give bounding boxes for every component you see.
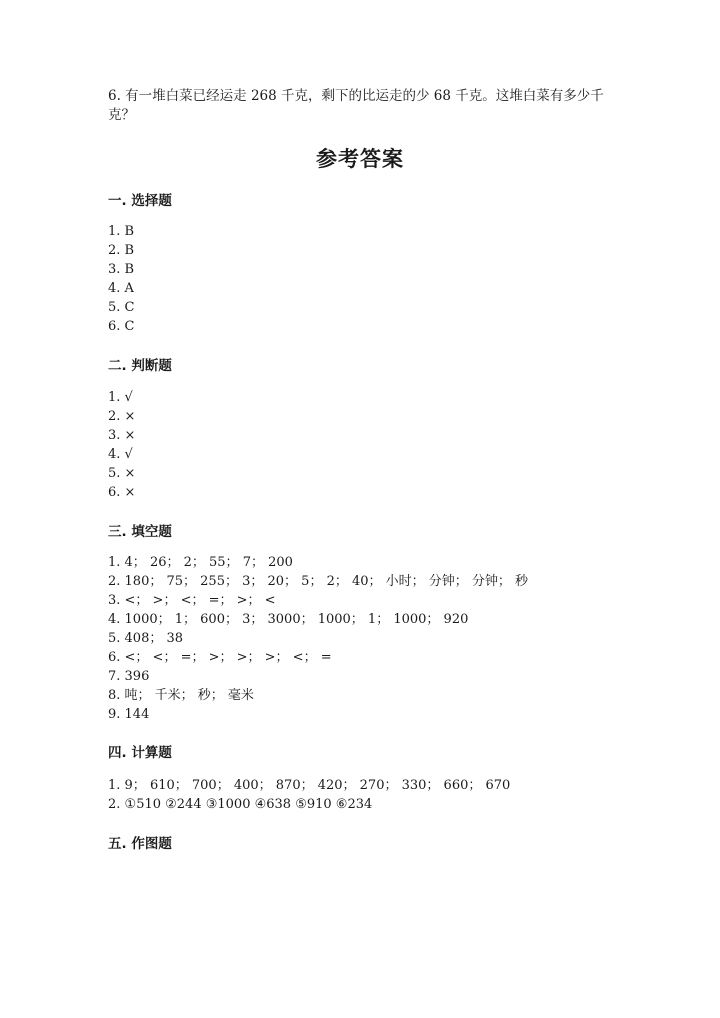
answer-item: 3. <； >； <； =； >； < (108, 593, 276, 608)
judgment-answers (108, 388, 135, 502)
answer-item: 6. × (108, 485, 136, 500)
word-problem-6: 6. 有一堆白菜已经运走 268 千克，剩下的比运走的少 68 千克。这堆白菜有多少千克？ (108, 88, 604, 123)
answer-item: 6. C (108, 319, 135, 334)
answer-item: 2. × (108, 409, 136, 424)
page-title: 参考答案 (316, 146, 404, 171)
answer-item: 4. √ (108, 447, 133, 462)
answer-item: 7. 396 (108, 669, 150, 684)
answer-item: 3. × (108, 428, 136, 443)
answer-item: 6. <； <； =； >； >； >； <； = (108, 650, 332, 665)
answer-item: 5. 408； 38 (108, 631, 184, 646)
answer-item: 1. 4； 26； 2； 55； 7； 200 (108, 555, 293, 570)
answer-item: 3. B (108, 262, 135, 277)
answer-item: 2. 180； 75； 255； 3； 20； 5； 2； 40； 小时； 分钟； 分钟； 秒 (108, 574, 529, 589)
answer-item: 4. 1000； 1； 600； 3； 3000； 1000； 1； 1000； 920 (108, 612, 469, 627)
section-heading-fill-blank: 三. 填空题 (108, 524, 172, 540)
answer-item: 5. × (108, 466, 136, 481)
calculation-answers (108, 776, 510, 814)
answer-item: 8. 吨； 千米； 秒； 毫米 (108, 688, 254, 703)
answer-item: 9. 144 (108, 707, 150, 722)
answer-item: 2. ①510 ②244 ③1000 ④638 ⑤910 ⑥234 (108, 797, 373, 812)
answer-item: 5. C (108, 300, 135, 315)
answer-item: 4. A (108, 281, 134, 296)
answer-item: 1. √ (108, 390, 133, 405)
answer-item: 1. B (108, 224, 135, 239)
section-heading-choice: 一. 选择题 (108, 193, 172, 209)
answer-item: 1. 9； 610； 700； 400； 870； 420； 270； 330； 660； 670 (108, 778, 511, 793)
answer-item: 2. B (108, 243, 135, 258)
section-heading-drawing: 五. 作图题 (108, 836, 172, 852)
section-heading-judgment: 二. 判断题 (108, 358, 172, 374)
fill-blank-answers (108, 553, 528, 724)
section-heading-calculation: 四. 计算题 (108, 745, 172, 761)
choice-answers (108, 222, 134, 336)
